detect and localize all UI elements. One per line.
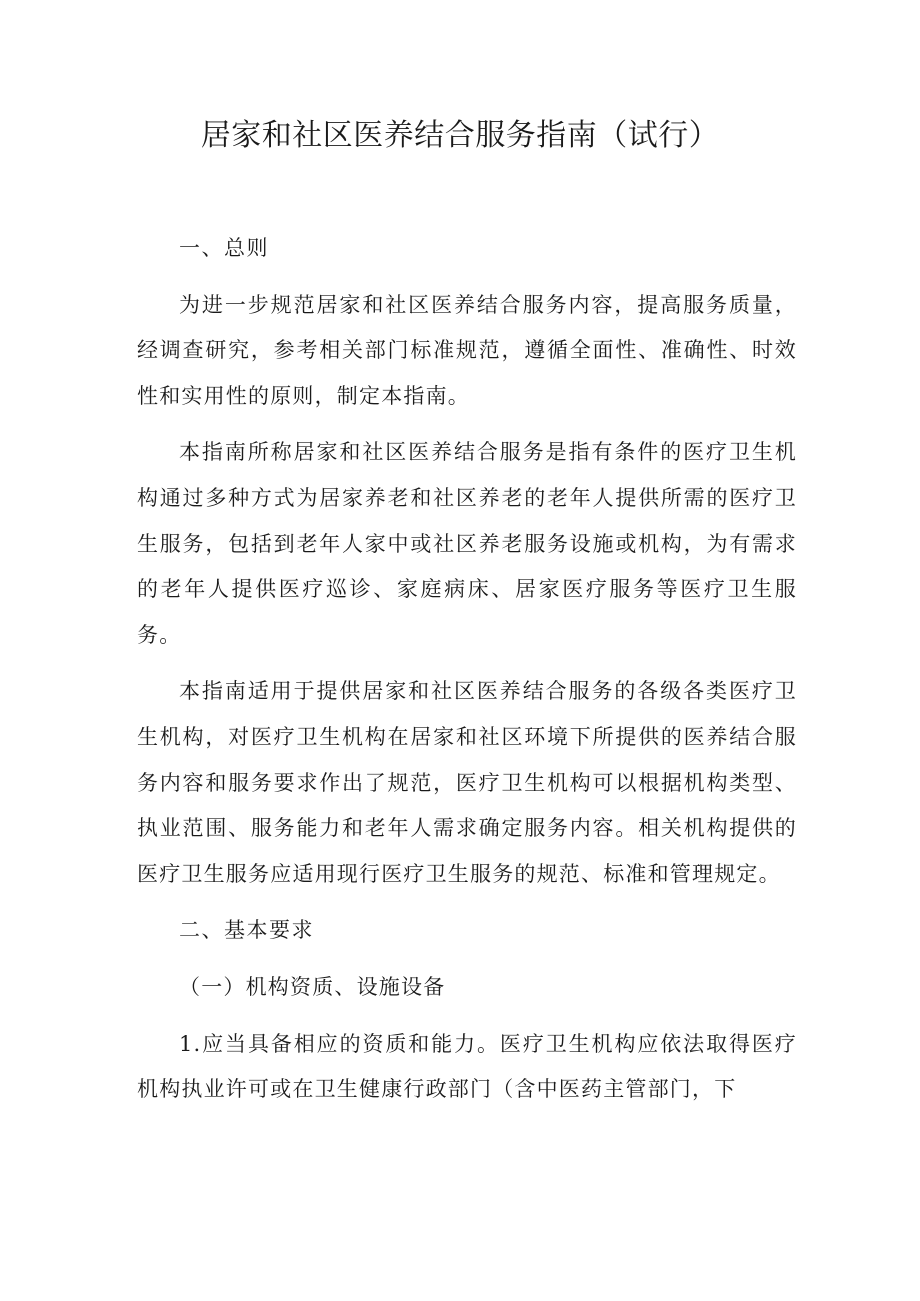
document-body bbox=[137, 226, 797, 1124]
paragraph: 1.应当具备相应的资质和能力。医疗卫生机构应依法取得医疗机构执业许可或在卫生健康行政部门（含中医药主管部门，下 bbox=[137, 1031, 797, 1102]
section-heading-basic-requirements: 二、基本要求 bbox=[179, 918, 314, 943]
section-heading-general: 一、总则 bbox=[179, 236, 269, 260]
paragraph: 本指南适用于提供居家和社区医养结合服务的各级各类医疗卫生机构，对医疗卫生机构在居家和社区环境下所提供的医养结合服务内容和服务要求作出了规范，医疗卫生机构可以根据机构类型、执业范围、服务能力和老年人需求确定服务内容。相关机构提供的医疗卫生服务应适用现行医疗卫生服务的规范、标准和管理规定。 bbox=[137, 679, 797, 886]
paragraph: 为进一步规范居家和社区医养结合服务内容，提高服务质量，经调查研究，参考相关部门标准规范，遵循全面性、准确性、时效性和实用性的原则，制定本指南。 bbox=[137, 292, 797, 408]
subsection-heading: （一）机构资质、设施设备 bbox=[179, 974, 446, 999]
document-title: 居家和社区医养结合服务指南（试行） bbox=[200, 118, 720, 153]
paragraph: 本指南所称居家和社区医养结合服务是指有条件的医疗卫生机构通过多种方式为居家养老和社区养老的老年人提供所需的医疗卫生服务，包括到老年人家中或社区养老服务设施或机构，为有需求的老年人提供医疗巡诊、家庭病床、居家医疗服务等医疗卫生服务。 bbox=[137, 440, 797, 647]
